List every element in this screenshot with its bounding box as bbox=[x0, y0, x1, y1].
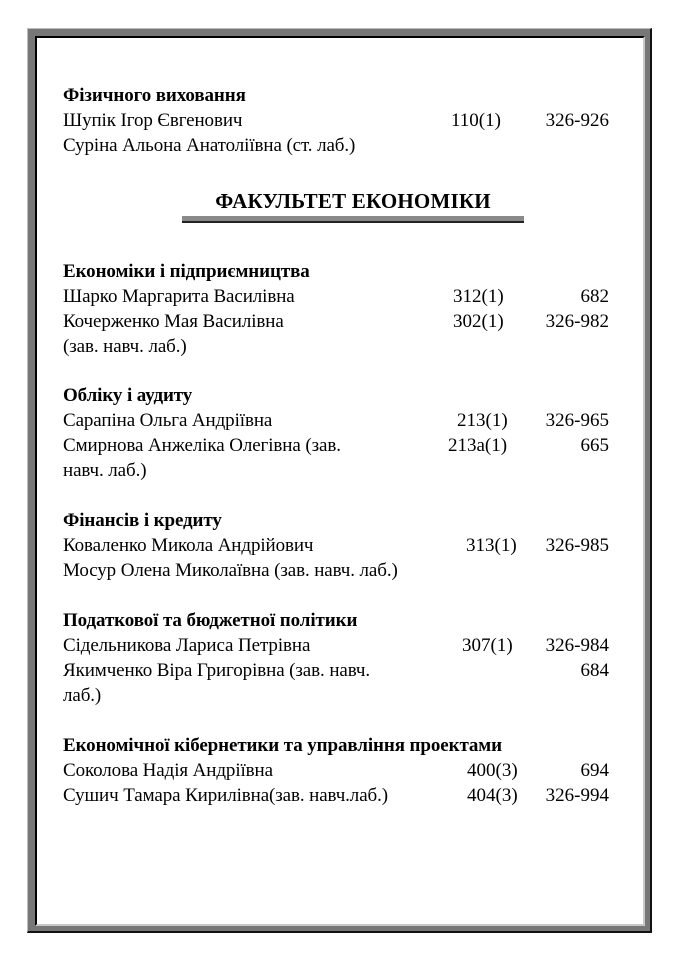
phone-number: 326-926 bbox=[545, 110, 609, 131]
staff-name: Коваленко Микола Андрійович bbox=[63, 535, 314, 556]
staff-name: Кочерженко Мая Василівна bbox=[63, 311, 284, 332]
phone-number: 665 bbox=[580, 435, 609, 456]
room-number: 213(1) bbox=[457, 410, 508, 431]
department-heading: Економіки і підприємництва bbox=[63, 261, 310, 282]
staff-name: Шарко Маргарита Василівна bbox=[63, 286, 295, 307]
department-heading: Податкової та бюджетної політики bbox=[63, 610, 358, 631]
staff-name: Мосур Олена Миколаївна (зав. навч. лаб.) bbox=[63, 560, 398, 581]
staff-position: (зав. навч. лаб.) bbox=[63, 336, 187, 357]
room-number: 312(1) bbox=[453, 286, 504, 307]
staff-name: Якимченко Віра Григорівна (зав. навч. bbox=[63, 660, 370, 681]
phone-number: 682 bbox=[580, 286, 609, 307]
staff-name: Сарапіна Ольга Андріївна bbox=[63, 410, 273, 431]
room-number: 110(1) bbox=[451, 110, 501, 131]
staff-name: Соколова Надія Андріївна bbox=[63, 760, 273, 781]
room-number: 313(1) bbox=[466, 535, 517, 556]
department-heading: Фізичного виховання bbox=[63, 85, 246, 106]
phone-number: 326-982 bbox=[545, 311, 609, 332]
staff-position: лаб.) bbox=[63, 685, 102, 706]
faculty-title: ФАКУЛЬТЕТ ЕКОНОМІКИ bbox=[215, 189, 491, 213]
room-number: 307(1) bbox=[462, 635, 513, 656]
phone-number: 694 bbox=[580, 760, 609, 781]
faculty-title-underline bbox=[182, 216, 524, 223]
room-number: 302(1) bbox=[453, 311, 504, 332]
staff-name: Сідельникова Лариса Петрівна bbox=[63, 635, 311, 656]
phone-number: 326-994 bbox=[545, 785, 609, 806]
staff-name: Шупік Ігор Євгенович bbox=[63, 110, 243, 131]
phone-number: 684 bbox=[580, 660, 609, 681]
staff-name: Смирнова Анжеліка Олегівна (зав. bbox=[63, 435, 341, 456]
phone-number: 326-965 bbox=[545, 410, 609, 431]
room-number: 404(3) bbox=[467, 785, 518, 806]
phone-number: 326-984 bbox=[545, 635, 609, 656]
department-heading: Фінансів і кредиту bbox=[63, 510, 222, 531]
staff-name: Сушич Тамара Кирилівна(зав. навч.лаб.) bbox=[63, 785, 388, 806]
department-heading: Обліку і аудиту bbox=[63, 385, 193, 406]
room-number: 400(3) bbox=[467, 760, 518, 781]
room-number: 213а(1) bbox=[448, 435, 508, 456]
staff-name: Суріна Альона Анатоліївна (ст. лаб.) bbox=[63, 135, 356, 156]
phone-number: 326-985 bbox=[545, 535, 609, 556]
department-heading: Економічної кібернетики та управління проектами bbox=[63, 735, 502, 756]
staff-position: навч. лаб.) bbox=[63, 460, 147, 481]
